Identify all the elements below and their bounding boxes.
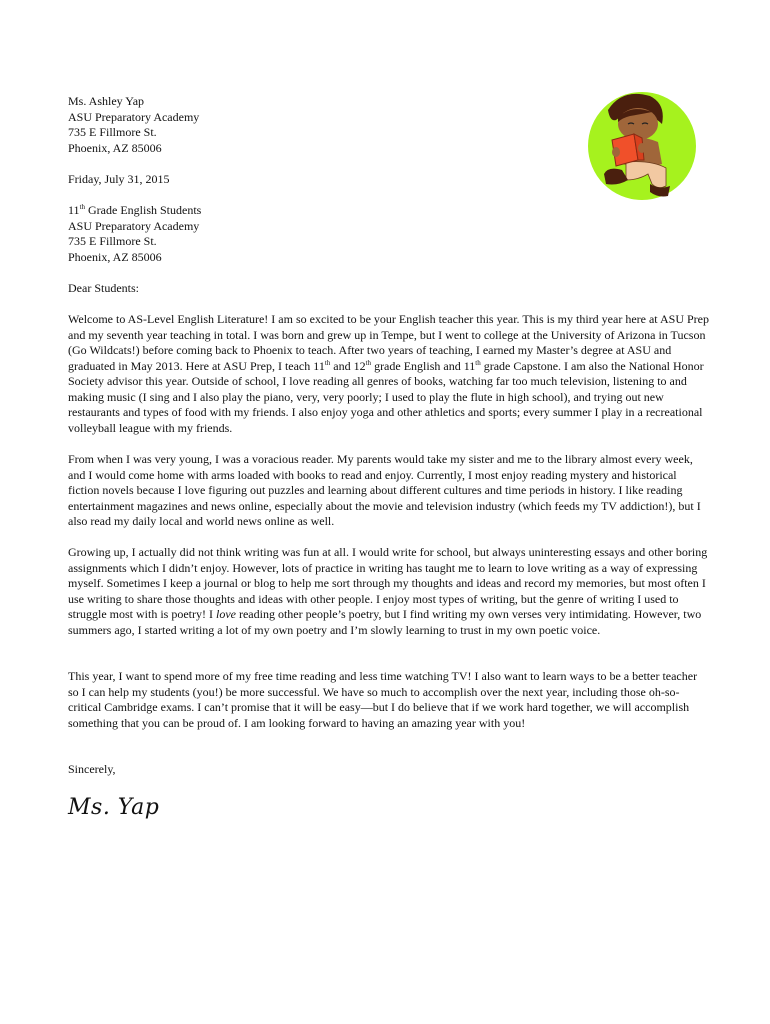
paragraph-writing <box>68 545 710 638</box>
sender-name: Ms. Ashley Yap <box>68 94 145 108</box>
recipient-street: 735 E Fillmore St. <box>68 234 157 248</box>
p1-text-a: Welcome to AS-Level English Literature! I am so excited to be your English teacher this year. This is my third year here at ASU Prep and my seventh year teaching in total. I was born and grew up in Tempe, but I went to college at the University of Arizona in Tucson (Go Wildcats!) before coming back to Phoenix to teach. After two years of teaching, I earned my Master’s degree at ASU and graduated in May 2013. Here at ASU Prep, I teach 11 <box>68 312 709 373</box>
p1-sup-1: th <box>324 358 331 367</box>
sender-street: 735 E Fillmore St. <box>68 125 157 139</box>
sender-city: Phoenix, AZ 85006 <box>68 140 162 155</box>
p1-text-c: grade English and 11 <box>371 358 476 373</box>
p1-text-d: grade Capstone. I am also the National Honor Society advisor this year. Outside of school, I love reading all genres of books, watching far too much television, listening to and making music (I sing and I also play the piano, very, very poorly; I used to play the flute in high school), and trying out new restaurants and types of food with my friends. I also enjoy yoga and other athletics and sports; every summer I play in a recreational volleyball league with my friends. <box>68 358 704 435</box>
recipient-grade: 11 <box>68 203 80 217</box>
p1-text-b: and 12 <box>330 358 366 373</box>
recipient-address <box>68 203 708 265</box>
recipient-grade-suffix: th <box>79 203 86 211</box>
p3-emphasis: love <box>215 607 236 621</box>
recipient-school: ASU Preparatory Academy <box>68 218 200 233</box>
closing: Sincerely, <box>68 762 116 776</box>
sender-school: ASU Preparatory Academy <box>68 109 200 124</box>
recipient-city: Phoenix, AZ 85006 <box>68 249 162 264</box>
p3-text-a: Growing up, I actually did not think writing was fun at all. I would write for school, but always uninteresting essays and other boring assignments which I didn’t enjoy. However, lots of practice in writing has taught me to learn to love writing as a way of expressing myself. Sometimes I keep a journal or blog to help me sort through my thoughts and ideas and record my memories, but most often I use writing to share those thoughts and ideas with other people. I enjoy most types of writing, but the genre of writing I used to struggle most with is poetry! I <box>68 545 708 621</box>
signature: Ms. Yap <box>68 795 160 820</box>
reading-girl-illustration <box>582 90 702 206</box>
paragraph-introduction <box>68 312 710 436</box>
salutation: Dear Students: <box>68 281 139 295</box>
paragraph-reading: From when I was very young, I was a voracious reader. My parents would take my sister and me to the library almost every week, and I would come home with arms loaded with books to read and enjoy. Currently, I most enjoy reading mystery and historical fiction novels because I love figuring out puzzles and learning about different cultures and time periods in history. I like reading entertainment magazines and news online, especially about the movie and television industry (which feeds my TV addiction!), but I also read my daily local and world news online as well. <box>68 452 701 528</box>
p1-sup-2: th <box>365 358 372 367</box>
recipient-group: Grade English Students <box>85 203 202 217</box>
paragraph-goals: This year, I want to spend more of my free time reading and less time watching TV! I also want to learn ways to be a better teacher so I can help my students (you!) be more successful. We have so much to accomplish over the next year, including those oh-so-critical Cambridge exams. I can’t promise that it will be easy—but I do believe that if we work hard together, we will accomplish something that you can be proud of. I am looking forward to having an amazing year with you! <box>68 669 698 730</box>
p1-sup-3: th <box>475 358 481 367</box>
p3-text-b: reading other people’s poetry, but I find writing my own verses very intimidating. However, two summers ago, I started writing a lot of my own poetry and I’m slowly learning to trust in my own poetic voice. <box>68 607 702 637</box>
letter-date: Friday, July 31, 2015 <box>68 172 170 186</box>
